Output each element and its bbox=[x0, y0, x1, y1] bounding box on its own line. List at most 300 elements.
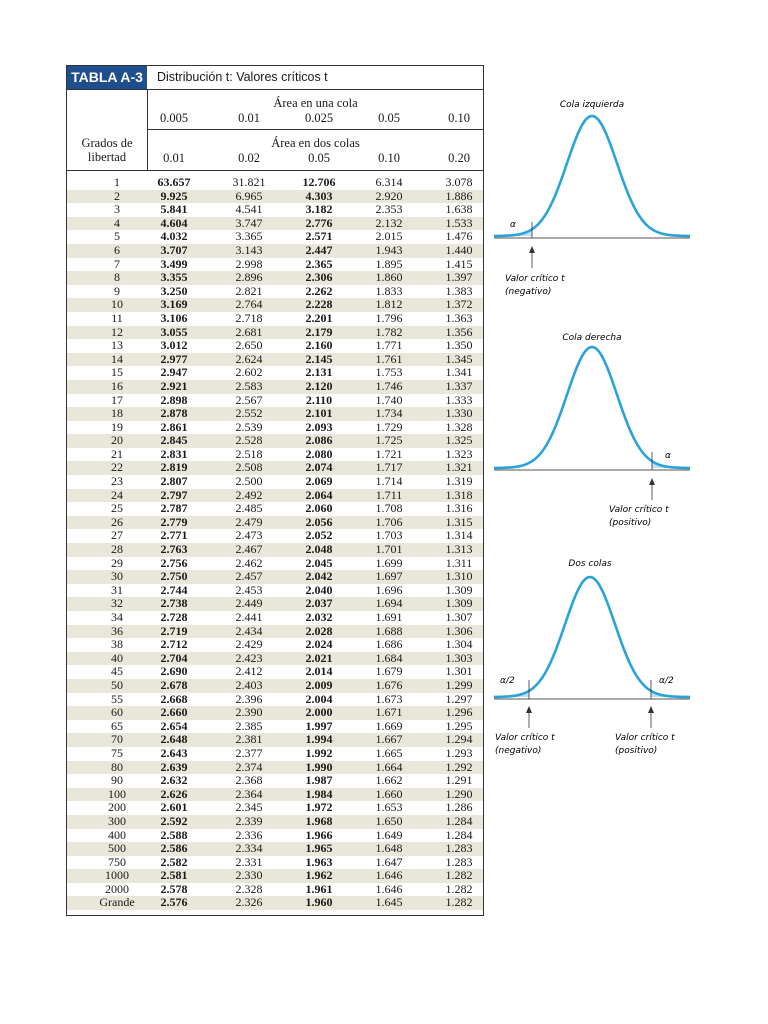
left-tail-curve bbox=[494, 116, 690, 236]
critical-value-cell: 2.528 bbox=[235, 433, 263, 448]
critical-value-cell: 3.182 bbox=[305, 202, 333, 217]
critical-value-cell: 2.045 bbox=[305, 555, 333, 570]
critical-value-cell: 2.632 bbox=[160, 773, 188, 788]
critical-value-cell: 2.779 bbox=[160, 514, 188, 529]
critical-value-cell: 1.833 bbox=[375, 283, 403, 298]
critical-value-cell: 1.706 bbox=[375, 514, 403, 529]
dof-cell: 40 bbox=[111, 650, 123, 665]
critical-value-cell: 1.662 bbox=[375, 773, 403, 788]
dof-cell: 28 bbox=[111, 542, 123, 557]
critical-value-cell: 2.771 bbox=[160, 528, 188, 543]
critical-value-cell: 1.315 bbox=[445, 514, 473, 529]
critical-value-cell: 1.313 bbox=[445, 542, 473, 557]
critical-value-cell: 1.664 bbox=[375, 759, 403, 774]
critical-value-cell: 3.499 bbox=[160, 256, 188, 271]
critical-value-cell: 2.756 bbox=[160, 555, 188, 570]
critical-value-cell: 2.390 bbox=[235, 705, 263, 720]
critical-value-cell: 2.328 bbox=[235, 881, 263, 896]
critical-value-cell: 4.032 bbox=[160, 229, 188, 244]
critical-value-cell: 2.797 bbox=[160, 487, 188, 502]
critical-value-cell: 2.132 bbox=[375, 215, 403, 230]
critical-value-cell: 2.690 bbox=[160, 664, 188, 679]
critical-value-cell: 1.962 bbox=[305, 868, 333, 883]
dof-label-line2: libertad bbox=[87, 150, 127, 164]
critical-value-cell: 2.878 bbox=[160, 406, 188, 421]
critical-value-cell: 1.309 bbox=[445, 596, 473, 611]
critical-value-cell: 2.787 bbox=[160, 501, 188, 516]
critical-value-cell: 2.037 bbox=[305, 596, 333, 611]
critical-value-cell: 1.703 bbox=[375, 528, 403, 543]
critical-value-cell: 1.307 bbox=[445, 610, 473, 624]
critical-value-cell: 2.807 bbox=[160, 474, 188, 489]
critical-value-cell: 1.711 bbox=[375, 487, 403, 502]
critical-value-cell: 3.078 bbox=[445, 175, 473, 189]
right-tail-crit-sign: (positivo) bbox=[609, 518, 652, 528]
critical-value-cell: 1.691 bbox=[375, 610, 403, 624]
dof-cell: 9 bbox=[114, 283, 120, 298]
critical-value-cell: 2.345 bbox=[235, 800, 263, 815]
critical-value-cell: 1.363 bbox=[445, 310, 473, 325]
critical-value-cell: 2.592 bbox=[160, 813, 188, 828]
critical-value-cell: 1.304 bbox=[445, 637, 473, 652]
critical-value-cell: 2.306 bbox=[305, 270, 333, 285]
critical-value-cell: 1.669 bbox=[375, 718, 403, 733]
critical-value-cell: 2.467 bbox=[235, 542, 263, 557]
critical-value-cell: 2.353 bbox=[375, 202, 403, 217]
critical-value-cell: 2.744 bbox=[160, 582, 188, 597]
critical-value-cell: 2.377 bbox=[235, 745, 263, 760]
left-tail-title: Cola izquierda bbox=[559, 100, 625, 110]
critical-value-cell: 1.771 bbox=[375, 338, 403, 353]
dof-cell: 2000 bbox=[105, 881, 129, 896]
critical-value-cell: 1.333 bbox=[445, 392, 473, 407]
critical-value-cell: 1.812 bbox=[375, 297, 403, 312]
dof-cell: 31 bbox=[111, 582, 123, 597]
critical-value-cell: 1.297 bbox=[445, 691, 473, 706]
dof-cell: 27 bbox=[111, 528, 123, 543]
critical-value-cell: 2.326 bbox=[235, 895, 263, 910]
dof-cell: 17 bbox=[111, 392, 123, 407]
critical-value-cell: 2.678 bbox=[160, 677, 188, 692]
critical-value-cell: 2.712 bbox=[160, 637, 188, 652]
critical-value-cell: 1.299 bbox=[445, 677, 473, 692]
critical-value-cell: 1.734 bbox=[375, 406, 403, 421]
critical-value-cell: 2.977 bbox=[160, 351, 188, 366]
critical-value-cell: 2.764 bbox=[235, 297, 263, 312]
critical-value-cell: 1.325 bbox=[445, 433, 473, 448]
critical-value-cell: 1.721 bbox=[375, 446, 403, 461]
critical-value-cell: 2.004 bbox=[305, 691, 333, 706]
one-tail-label: Área en una cola bbox=[273, 96, 358, 110]
dof-cell: 300 bbox=[108, 813, 126, 828]
critical-value-cell: 1.319 bbox=[445, 474, 473, 489]
critical-value-cell: 3.355 bbox=[160, 270, 188, 285]
critical-value-cell: 1.992 bbox=[305, 745, 333, 760]
dof-cell: 45 bbox=[111, 664, 123, 679]
critical-value-cell: 2.368 bbox=[235, 773, 263, 788]
dof-cell: 1 bbox=[114, 175, 120, 189]
dof-cell: 7 bbox=[114, 256, 120, 271]
critical-value-cell: 31.821 bbox=[232, 175, 266, 189]
critical-value-cell: 2.339 bbox=[235, 813, 263, 828]
critical-value-cell: 2.898 bbox=[160, 392, 188, 407]
critical-value-cell: 2.648 bbox=[160, 732, 188, 747]
dof-cell: 6 bbox=[114, 242, 120, 257]
critical-value-cell: 1.987 bbox=[305, 773, 333, 788]
critical-value-cell: 1.356 bbox=[445, 324, 473, 339]
critical-value-cell: 2.567 bbox=[235, 392, 263, 407]
critical-value-cell: 2.449 bbox=[235, 596, 263, 611]
critical-value-cell: 1.965 bbox=[305, 841, 333, 856]
critical-value-cell: 1.665 bbox=[375, 745, 403, 760]
critical-value-cell: 1.314 bbox=[445, 528, 473, 543]
critical-value-cell: 2.921 bbox=[160, 378, 188, 393]
critical-value-cell: 1.960 bbox=[305, 895, 333, 910]
dof-cell: 60 bbox=[111, 705, 123, 720]
two-tails-right-crit-sign: (positivo) bbox=[615, 746, 658, 756]
two-tails-right-crit-label: Valor crítico t bbox=[615, 733, 675, 743]
dof-cell: 30 bbox=[111, 569, 123, 584]
critical-value-cell: 3.707 bbox=[160, 242, 188, 257]
critical-value-cell: 1.972 bbox=[305, 800, 333, 815]
right-tail-crit-label: Valor crítico t bbox=[609, 505, 669, 515]
critical-value-cell: 1.717 bbox=[375, 460, 403, 475]
critical-value-cell: 1.886 bbox=[445, 188, 473, 203]
critical-value-cell: 1.653 bbox=[375, 800, 403, 815]
dof-cell: 11 bbox=[111, 310, 123, 325]
left-tail-alpha: α bbox=[510, 220, 516, 230]
critical-value-cell: 1.345 bbox=[445, 351, 473, 366]
dof-cell: 55 bbox=[111, 691, 123, 706]
critical-value-cell: 2.650 bbox=[235, 338, 263, 353]
critical-value-cell: 1.286 bbox=[445, 800, 473, 815]
critical-value-cell: 1.383 bbox=[445, 283, 473, 298]
critical-value-cell: 1.860 bbox=[375, 270, 403, 285]
critical-value-cell: 2.643 bbox=[160, 745, 188, 760]
critical-value-cell: 2.024 bbox=[305, 637, 333, 652]
critical-value-cell: 2.331 bbox=[235, 854, 263, 869]
critical-value-cell: 2.403 bbox=[235, 677, 263, 692]
critical-value-cell: 1.306 bbox=[445, 623, 473, 638]
critical-value-cell: 2.473 bbox=[235, 528, 263, 543]
critical-value-cell: 2.042 bbox=[305, 569, 333, 584]
dof-cell: 200 bbox=[108, 800, 126, 815]
critical-value-cell: 1.647 bbox=[375, 854, 403, 869]
critical-value-cell: 2.120 bbox=[305, 378, 333, 393]
critical-value-cell: 2.429 bbox=[235, 637, 263, 652]
critical-value-cell: 1.649 bbox=[375, 827, 403, 842]
one-tail-col-3: 0.05 bbox=[378, 111, 400, 125]
critical-value-cell: 5.841 bbox=[160, 202, 188, 217]
critical-value-cell: 1.997 bbox=[305, 718, 333, 733]
dof-cell: 8 bbox=[114, 270, 120, 285]
critical-value-cell: 2.500 bbox=[235, 474, 263, 489]
critical-value-cell: 1.296 bbox=[445, 705, 473, 720]
critical-value-cell: 1.796 bbox=[375, 310, 403, 325]
dof-cell: 65 bbox=[111, 718, 123, 733]
critical-value-cell: 2.639 bbox=[160, 759, 188, 774]
critical-value-cell: 1.646 bbox=[375, 868, 403, 883]
critical-value-cell: 1.311 bbox=[445, 555, 473, 570]
two-tails-left-crit-label: Valor crítico t bbox=[495, 733, 555, 743]
dof-cell: 25 bbox=[111, 501, 123, 516]
critical-value-cell: 2.336 bbox=[235, 827, 263, 842]
critical-value-cell: 2.485 bbox=[235, 501, 263, 516]
critical-value-cell: 2.040 bbox=[305, 582, 333, 597]
dof-cell: 750 bbox=[108, 854, 126, 869]
critical-value-cell: 2.947 bbox=[160, 365, 188, 380]
critical-value-cell: 1.645 bbox=[375, 895, 403, 910]
critical-value-cell: 1.671 bbox=[375, 705, 403, 720]
critical-value-cell: 1.701 bbox=[375, 542, 403, 557]
critical-value-cell: 1.291 bbox=[445, 773, 473, 788]
critical-value-cell: 1.293 bbox=[445, 745, 473, 760]
critical-value-cell: 2.581 bbox=[160, 868, 188, 883]
critical-value-cell: 1.686 bbox=[375, 637, 403, 652]
critical-value-cell: 1.440 bbox=[445, 242, 473, 257]
critical-value-cell: 1.316 bbox=[445, 501, 473, 516]
two-tails-right-arrow-icon bbox=[648, 706, 654, 713]
right-tail-title: Cola derecha bbox=[562, 333, 622, 343]
critical-value-cell: 2.385 bbox=[235, 718, 263, 733]
one-tail-col-0: 0.005 bbox=[159, 111, 189, 125]
dof-cell: 50 bbox=[111, 677, 123, 692]
critical-value-cell: 2.262 bbox=[305, 283, 333, 298]
critical-value-cell: 1.746 bbox=[375, 378, 403, 393]
critical-value-cell: 2.998 bbox=[235, 256, 263, 271]
dof-cell: 100 bbox=[108, 786, 126, 801]
dof-cell: 26 bbox=[111, 514, 123, 529]
critical-value-cell: 1.753 bbox=[375, 365, 403, 380]
critical-value-cell: 2.080 bbox=[305, 446, 333, 461]
dof-cell: 21 bbox=[111, 446, 123, 461]
critical-value-cell: 1.984 bbox=[305, 786, 333, 801]
dof-cell: 13 bbox=[111, 338, 123, 353]
critical-value-cell: 1.321 bbox=[445, 460, 473, 475]
critical-value-cell: 2.668 bbox=[160, 691, 188, 706]
two-tail-col-1: 0.02 bbox=[238, 151, 260, 165]
critical-value-cell: 1.673 bbox=[375, 691, 403, 706]
critical-value-cell: 2.441 bbox=[235, 610, 263, 624]
two-tails-left-arrow-icon bbox=[526, 706, 532, 713]
critical-value-cell: 2.009 bbox=[305, 677, 333, 692]
critical-value-cell: 1.476 bbox=[445, 229, 473, 244]
critical-value-cell: 1.782 bbox=[375, 324, 403, 339]
critical-value-cell: 2.578 bbox=[160, 881, 188, 896]
critical-value-cell: 2.586 bbox=[160, 841, 188, 856]
critical-value-cell: 2.000 bbox=[305, 705, 333, 720]
critical-value-cell: 2.728 bbox=[160, 610, 188, 624]
dof-cell: 4 bbox=[114, 215, 120, 230]
critical-value-cell: 2.101 bbox=[305, 406, 333, 421]
critical-value-cell: 2.845 bbox=[160, 433, 188, 448]
critical-value-cell: 2.738 bbox=[160, 596, 188, 611]
critical-value-cell: 1.650 bbox=[375, 813, 403, 828]
left-tail-arrow-icon bbox=[529, 246, 535, 253]
critical-value-cell: 1.282 bbox=[445, 881, 473, 896]
critical-value-cell: 4.303 bbox=[305, 188, 333, 203]
critical-value-cell: 2.462 bbox=[235, 555, 263, 570]
critical-value-cell: 1.282 bbox=[445, 895, 473, 910]
critical-value-cell: 2.626 bbox=[160, 786, 188, 801]
dof-cell: 24 bbox=[111, 487, 123, 502]
right-tail-arrow-icon bbox=[649, 478, 655, 485]
critical-value-cell: 1.283 bbox=[445, 854, 473, 869]
critical-value-cell: 2.014 bbox=[305, 664, 333, 679]
dof-cell: 12 bbox=[111, 324, 123, 339]
dof-cell: 38 bbox=[111, 637, 123, 652]
critical-value-cell: 2.160 bbox=[305, 338, 333, 353]
critical-value-cell: 1.714 bbox=[375, 474, 403, 489]
critical-value-cell: 1.295 bbox=[445, 718, 473, 733]
critical-value-cell: 2.179 bbox=[305, 324, 333, 339]
critical-value-cell: 2.064 bbox=[305, 487, 333, 502]
two-tail-col-4: 0.20 bbox=[448, 151, 470, 165]
dof-cell: 19 bbox=[111, 419, 123, 434]
critical-value-cell: 2.330 bbox=[235, 868, 263, 883]
critical-value-cell: 3.169 bbox=[160, 297, 188, 312]
critical-value-cell: 1.667 bbox=[375, 732, 403, 747]
critical-value-cell: 1.328 bbox=[445, 419, 473, 434]
critical-value-cell: 2.539 bbox=[235, 419, 263, 434]
critical-value-cell: 2.110 bbox=[305, 392, 333, 407]
critical-value-cell: 1.688 bbox=[375, 623, 403, 638]
critical-value-cell: 6.314 bbox=[375, 175, 403, 189]
right-tail-alpha: α bbox=[665, 451, 671, 461]
critical-value-cell: 6.965 bbox=[235, 188, 263, 203]
critical-value-cell: 2.093 bbox=[305, 419, 333, 434]
critical-value-cell: 2.374 bbox=[235, 759, 263, 774]
critical-value-cell: 1.961 bbox=[305, 881, 333, 896]
critical-value-cell: 2.920 bbox=[375, 188, 403, 203]
critical-value-cell: 4.541 bbox=[235, 202, 263, 217]
critical-value-cell: 1.330 bbox=[445, 406, 473, 421]
critical-value-cell: 1.697 bbox=[375, 569, 403, 584]
critical-value-cell: 2.819 bbox=[160, 460, 188, 475]
critical-value-cell: 1.968 bbox=[305, 813, 333, 828]
critical-value-cell: 2.508 bbox=[235, 460, 263, 475]
critical-value-cell: 1.648 bbox=[375, 841, 403, 856]
dof-cell: 29 bbox=[111, 555, 123, 570]
two-tails-right-alpha: α/2 bbox=[659, 676, 674, 686]
critical-value-cell: 2.074 bbox=[305, 460, 333, 475]
critical-value-cell: 1.676 bbox=[375, 677, 403, 692]
critical-value-cell: 2.021 bbox=[305, 650, 333, 665]
two-tail-col-2: 0.05 bbox=[308, 151, 330, 165]
dof-cell: 15 bbox=[111, 365, 123, 380]
two-tail-label: Área en dos colas bbox=[271, 136, 360, 150]
critical-value-cell: 2.602 bbox=[235, 365, 263, 380]
critical-value-cell: 2.518 bbox=[235, 446, 263, 461]
critical-value-cell: 1.966 bbox=[305, 827, 333, 842]
critical-value-cell: 2.776 bbox=[305, 215, 333, 230]
critical-value-cell: 1.694 bbox=[375, 596, 403, 611]
critical-value-cell: 1.292 bbox=[445, 759, 473, 774]
critical-value-cell: 1.963 bbox=[305, 854, 333, 869]
one-tail-col-1: 0.01 bbox=[238, 111, 260, 125]
dof-cell: 22 bbox=[111, 460, 123, 475]
two-tail-col-3: 0.10 bbox=[378, 151, 400, 165]
critical-value-cell: 2.479 bbox=[235, 514, 263, 529]
dof-label-line1: Grados de bbox=[81, 136, 133, 150]
critical-value-cell: 2.681 bbox=[235, 324, 263, 339]
left-tail-crit-label: Valor crítico t bbox=[505, 274, 565, 284]
dof-cell: 90 bbox=[111, 773, 123, 788]
critical-value-cell: 2.069 bbox=[305, 474, 333, 489]
critical-value-cell: 3.106 bbox=[160, 310, 188, 325]
dof-cell: 400 bbox=[108, 827, 126, 842]
critical-value-cell: 2.552 bbox=[235, 406, 263, 421]
critical-value-cell: 1.415 bbox=[445, 256, 473, 271]
critical-value-cell: 2.364 bbox=[235, 786, 263, 801]
critical-value-cell: 2.896 bbox=[235, 270, 263, 285]
critical-value-cell: 1.303 bbox=[445, 650, 473, 665]
dof-cell: 10 bbox=[111, 297, 123, 312]
critical-value-cell: 63.657 bbox=[157, 175, 191, 189]
dof-cell: 3 bbox=[114, 202, 120, 217]
critical-value-cell: 2.457 bbox=[235, 569, 263, 584]
critical-value-cell: 2.228 bbox=[305, 297, 333, 312]
two-tails-left-alpha: α/2 bbox=[500, 676, 515, 686]
critical-value-cell: 2.861 bbox=[160, 419, 188, 434]
critical-value-cell: 2.381 bbox=[235, 732, 263, 747]
critical-value-cell: 2.704 bbox=[160, 650, 188, 665]
critical-value-cell: 2.145 bbox=[305, 351, 333, 366]
dof-cell: 16 bbox=[111, 378, 123, 393]
critical-value-cell: 1.740 bbox=[375, 392, 403, 407]
critical-value-cell: 2.032 bbox=[305, 610, 333, 624]
two-tails-title: Dos colas bbox=[568, 559, 612, 569]
critical-value-cell: 2.334 bbox=[235, 841, 263, 856]
one-tail-col-4: 0.10 bbox=[448, 111, 470, 125]
critical-value-cell: 1.943 bbox=[375, 242, 403, 257]
critical-value-cell: 3.365 bbox=[235, 229, 263, 244]
critical-value-cell: 1.761 bbox=[375, 351, 403, 366]
dof-cell: 70 bbox=[111, 732, 123, 747]
critical-value-cell: 4.604 bbox=[160, 215, 188, 230]
table-tag: TABLA A-3 bbox=[67, 66, 147, 89]
critical-value-cell: 2.571 bbox=[305, 229, 333, 244]
critical-value-cell: 12.706 bbox=[302, 175, 336, 189]
critical-value-cell: 1.372 bbox=[445, 297, 473, 312]
critical-value-cell: 2.015 bbox=[375, 229, 403, 244]
dof-cell: 32 bbox=[111, 596, 123, 611]
critical-value-cell: 1.679 bbox=[375, 664, 403, 679]
critical-value-cell: 2.453 bbox=[235, 582, 263, 597]
critical-value-cell: 1.284 bbox=[445, 827, 473, 842]
dof-cell: 14 bbox=[111, 351, 123, 366]
dof-cell: 23 bbox=[111, 474, 123, 489]
critical-value-cell: 2.750 bbox=[160, 569, 188, 584]
critical-value-cell: 1.699 bbox=[375, 555, 403, 570]
right-tail-curve bbox=[494, 347, 690, 468]
dof-cell: 80 bbox=[111, 759, 123, 774]
critical-value-cell: 1.725 bbox=[375, 433, 403, 448]
dof-cell: 20 bbox=[111, 433, 123, 448]
dof-cell: 18 bbox=[111, 406, 123, 421]
critical-value-cell: 1.318 bbox=[445, 487, 473, 502]
critical-value-cell: 1.323 bbox=[445, 446, 473, 461]
critical-value-cell: 2.718 bbox=[235, 310, 263, 325]
critical-value-cell: 1.729 bbox=[375, 419, 403, 434]
critical-value-cell: 2.719 bbox=[160, 623, 188, 638]
critical-value-cell: 1.294 bbox=[445, 732, 473, 747]
critical-value-cell: 1.284 bbox=[445, 813, 473, 828]
critical-value-cell: 1.646 bbox=[375, 881, 403, 896]
critical-value-cell: 1.282 bbox=[445, 868, 473, 883]
critical-value-cell: 1.341 bbox=[445, 365, 473, 380]
critical-value-cell: 1.708 bbox=[375, 501, 403, 516]
